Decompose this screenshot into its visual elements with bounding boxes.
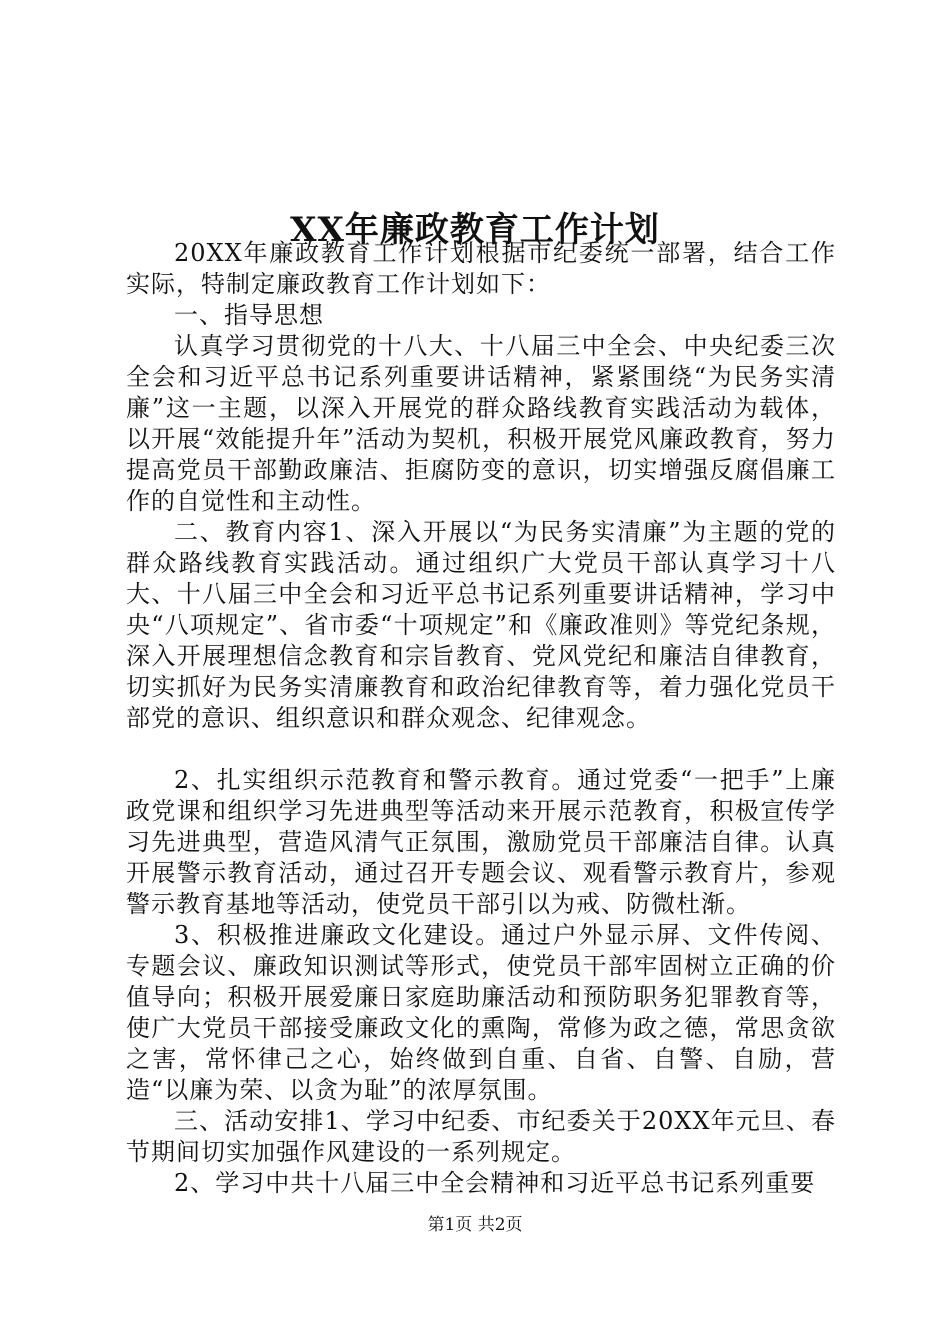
paragraph-education-content: 二、教育内容1、深入开展以“为民务实清廉”为主题的党的群众路线教育实践活动。通过组织广大党员干部认真学习十八大、十八届三中全会和习近平总书记系列重要讲话精神，学习中央“八项规定”、省市委“十项规定”和《廉政准则》等党纪条规，深入开展理想信念教育和宗旨教育、党风党纪和廉洁自律教育，切实抓好为民务实清廉教育和政治纪律教育等，着力强化党员干部党的意识、组织意识和群众观念、纪律观念。	[126, 518, 836, 732]
paragraph-guiding-thought: 认真学习贯彻党的十八大、十八届三中全会、中央纪委三次全会和习近平总书记系列重要讲话精神，紧紧围绕“为民务实清廉”这一主题，以深入开展党的群众路线教育实践活动为载体，以开展“效能提升年”活动为契机，积极开展党风廉政教育，努力提高党员干部勤政廉洁、拒腐防变的意识，切实增强反腐倡廉工作的自觉性和主动性。	[126, 332, 836, 515]
section-heading-guiding-thought: 一、指导思想	[174, 301, 324, 329]
paragraph-demonstration-education: 2、扎实组织示范教育和警示教育。通过党委“一把手”上廉政党课和组织学习先进典型等活动来开展示范教育，积极宣传学习先进典型，营造风清气正氛围，激励党员干部廉洁自律。认真开展警示教育活动，通过召开专题会议、观看警示教育片，参观警示教育基地等活动，使党员干部引以为戒、防微杜渐。	[126, 766, 836, 918]
page-number-footer: 第1页 共2页	[427, 1215, 523, 1235]
paragraph-study-plenary: 2、学习中共十八届三中全会精神和习近平总书记系列重要	[174, 1169, 816, 1197]
paragraph-intro: 20XX年廉政教育工作计划根据市纪委统一部署，结合工作实际，特制定廉政教育工作计划如下：	[126, 239, 836, 298]
document-body	[126, 238, 836, 1199]
document-title: XX年廉政教育工作计划	[290, 209, 660, 250]
paragraph-activity-arrangement: 三、活动安排1、学习中纪委、市纪委关于20XX年元旦、春节期间切实加强作风建设的一系列规定。	[126, 1107, 836, 1166]
paragraph-integrity-culture: 3、积极推进廉政文化建设。通过户外显示屏、文件传阅、专题会议、廉政知识测试等形式，使党员干部牢固树立正确的价值导向；积极开展爱廉日家庭助廉活动和预防职务犯罪教育等，使广大党员干部接受廉政文化的熏陶，常修为政之德，常思贪欲之害，常怀律己之心，始终做到自重、自省、自警、自励，营造“以廉为荣、以贪为耻”的浓厚氛围。	[126, 921, 836, 1104]
